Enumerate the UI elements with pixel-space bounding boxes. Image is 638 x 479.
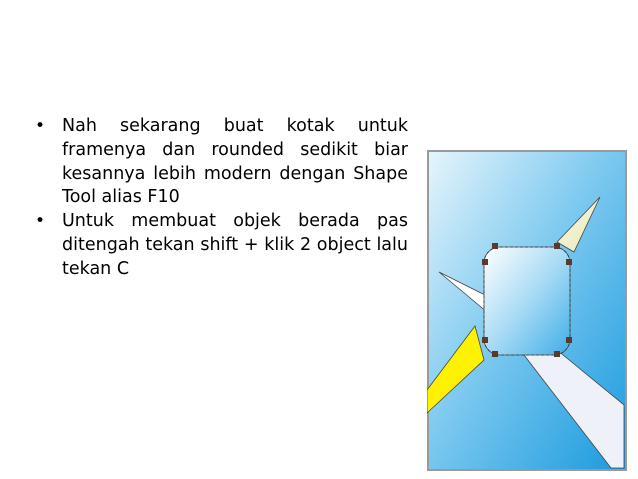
bullet-dot: •	[35, 211, 46, 232]
bullet-dot: •	[35, 116, 46, 136]
bullet-item-1	[32, 115, 408, 210]
handle-left-bottom	[482, 337, 488, 343]
handle-left-top	[482, 259, 488, 265]
handle-right-top	[566, 259, 572, 265]
bullet-item-2	[32, 210, 408, 281]
rounded-box	[484, 247, 570, 355]
handle-bottom-left	[492, 351, 498, 357]
bullet-list	[32, 115, 408, 282]
bullet-text-1: Nah sekarang buat kotak untuk framenya dan rounded sedikit biar kesannya lebih modern dengan Shape Tool alias F10	[62, 116, 408, 208]
handle-right-bottom	[566, 337, 572, 343]
bullet-text-2: Untuk membuat objek berada pas ditengah tekan shift + klik 2 object lalu tekan C	[62, 211, 408, 279]
handle-bottom-right	[554, 351, 560, 357]
handle-top-right	[554, 243, 560, 249]
shape-tool-illustration	[427, 150, 628, 472]
handle-top-left	[492, 243, 498, 249]
